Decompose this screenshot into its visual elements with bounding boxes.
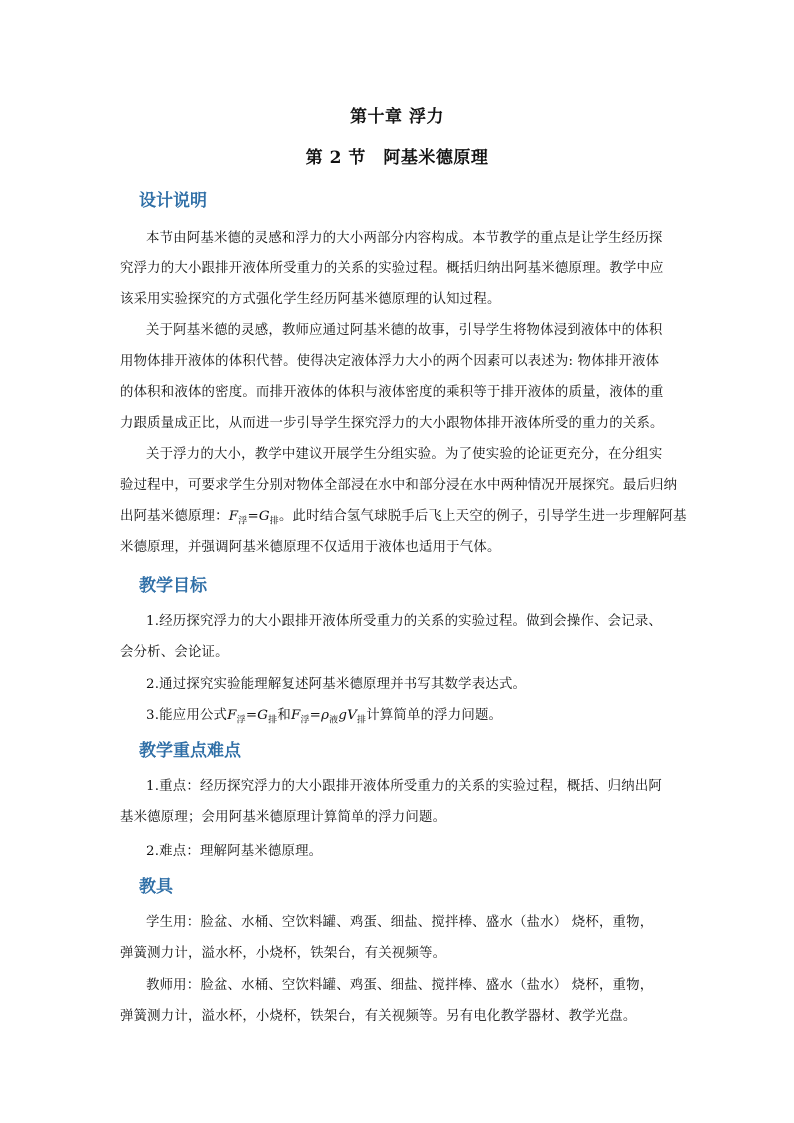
section-title: 第 2 节 阿基米德原理 xyxy=(305,148,489,168)
archimedes-formula: $F_浮=G_排$ xyxy=(228,509,279,527)
key-points-heading: 教学重点难点 xyxy=(139,741,241,761)
design-line-8: 关于浮力的大小，教学中建议开展学生分组实验。为了使实验的论证更充分，在分组实 xyxy=(146,447,663,462)
design-line-10 xyxy=(120,507,687,532)
formula-buoyancy-density: $F_浮=\rho_液gV_排$ xyxy=(290,708,367,726)
design-line-1: 本节由阿基米德的灵感和浮力的大小两部分内容构成。本节教学的重点是让学生经历探 xyxy=(146,231,663,246)
formula-buoyancy-weight: $F_浮=G_排$ xyxy=(227,708,278,726)
design-line-9: 验过程中，可要求学生分别对物体全部浸在水中和部分浸在水中两种情况开展探究。最后归纳 xyxy=(120,478,678,493)
chapter-title: 第十章 浮力 xyxy=(350,107,444,127)
objectives-line-1: 1.经历探究浮力的大小跟排开液体所受重力的关系的实验过程。做到会操作、会记录、 xyxy=(146,614,663,629)
equipment-line-2: 弹簧测力计，溢水杯，小烧杯，铁架台，有关视频等。 xyxy=(120,946,447,961)
key-points-line-3: 2.难点：理解阿基米德原理。 xyxy=(146,844,323,859)
objectives-line-4 xyxy=(146,706,706,731)
equipment-line-1: 学生用：脸盆、水桶、空饮料罐、鸡蛋、细盐、搅拌棒、盛水（盐水） 烧杯，重物， xyxy=(146,915,654,930)
design-line-10-tail: 。此时结合氢气球脱手后飞上天空的例子，引导学生进一步理解阿基 xyxy=(278,509,687,524)
design-line-6: 的体积和液体的密度。而排开液体的体积与液体密度的乘积等于排开液体的质量，液体的重 xyxy=(120,385,664,400)
design-line-2: 究浮力的大小跟排开液体所受重力的关系的实验过程。概括归纳出阿基米德原理。教学中应 xyxy=(120,261,664,276)
objectives-line-2: 会分析、会论证。 xyxy=(120,645,229,660)
objectives-line-4-and: 和 xyxy=(277,708,291,723)
objectives-heading: 教学目标 xyxy=(139,576,207,596)
design-line-11: 米德原理，并强调阿基米德原理不仅适用于液体也适用于气体。 xyxy=(120,540,501,555)
design-line-3: 该采用实验探究的方式强化学生经历阿基米德原理的认知过程。 xyxy=(120,292,501,307)
design-heading: 设计说明 xyxy=(139,191,207,211)
equipment-line-4: 弹簧测力计，溢水杯，小烧杯，铁架台，有关视频等。另有电化教学器材、教学光盘。 xyxy=(120,1009,637,1024)
design-line-10-text: 出阿基米德原理： xyxy=(120,509,229,524)
key-points-line-1: 1.重点：经历探究浮力的大小跟排开液体所受重力的关系的实验过程，概括、归纳出阿 xyxy=(146,779,663,794)
objectives-line-4-tail: 计算简单的浮力问题。 xyxy=(366,708,503,723)
design-line-4: 关于阿基米德的灵感，教师应通过阿基米德的故事，引导学生将物体浸到液体中的体积 xyxy=(146,323,663,338)
objectives-line-4-text: 3.能应用公式 xyxy=(146,708,228,723)
equipment-line-3: 教师用：脸盆、水桶、空饮料罐、鸡蛋、细盐、搅拌棒、盛水（盐水） 烧杯，重物， xyxy=(146,978,654,993)
design-line-7: 力跟质量成正比，从而进一步引导学生探究浮力的大小跟物体排开液体所受的重力的关系。 xyxy=(120,416,664,431)
objectives-line-3: 2.通过探究实验能理解复述阿基米德原理并书写其数学表达式。 xyxy=(146,677,527,692)
design-line-5: 用物体排开液体的体积代替。使得决定液体浮力大小的两个因素可以表述为: 物体排开液体 xyxy=(120,354,660,369)
equipment-heading: 教具 xyxy=(139,877,173,897)
key-points-line-2: 基米德原理；会用阿基米德原理计算简单的浮力问题。 xyxy=(120,810,447,825)
